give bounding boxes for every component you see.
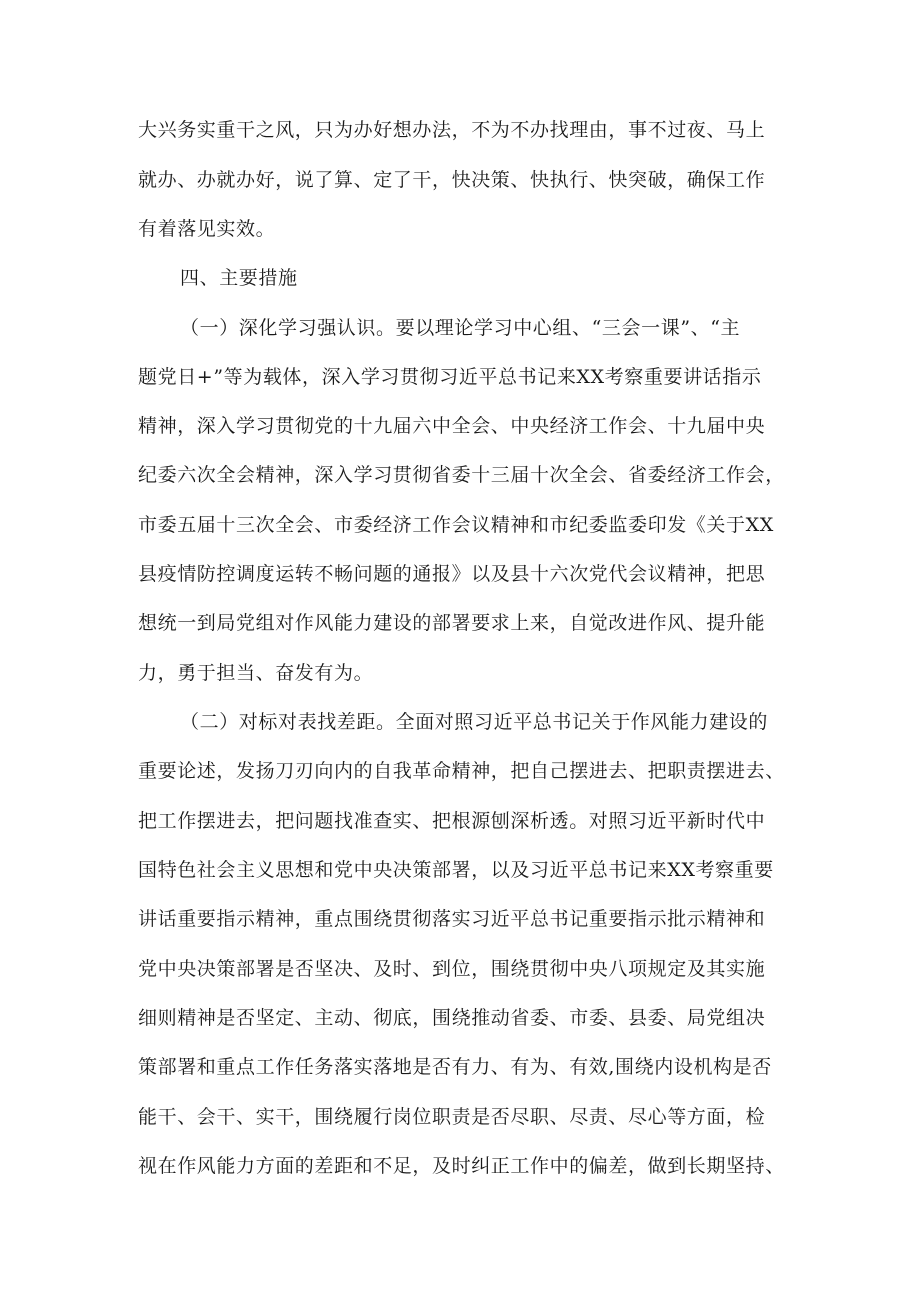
text-line: 市委五届十三次全会、市委经济工作会议精神和市纪委监委印发《关于XX	[138, 514, 774, 536]
text-line: 想统一到局党组对作风能力建设的部署要求上来，自觉改进作风、提升能	[138, 612, 766, 634]
text-line: 国特色社会主义思想和党中央决策部署，以及习近平总书记来XX考察重要	[138, 859, 774, 881]
text-line: 就办、办就办好，说了算、定了干，快决策、快执行、快突破，确保工作	[138, 169, 766, 191]
text-line: 策部署和重点工作任务落实落地是否有力、有为、有效,围绕内设机构是否	[138, 1056, 772, 1078]
paragraph-start: （二）对标对表找差距。全面对照习近平总书记关于作风能力建设的	[180, 711, 769, 733]
text-line: 有着落见实效。	[138, 218, 276, 240]
paragraph-start: （一）深化学习强认识。要以理论学习中心组、“三会一课”、“主	[180, 317, 741, 339]
text-line: 视在作风能力方面的差距和不足，及时纠正工作中的偏差，做到长期坚持、	[138, 1155, 785, 1177]
text-line: 讲话重要指示精神，重点围绕贯彻落实习近平总书记重要指示批示精神和	[138, 908, 766, 930]
text-line: 重要论述，发扬刀刃向内的自我革命精神，把自己摆进去、把职责摆进去、	[138, 760, 785, 782]
text-line: 力，勇于担当、奋发有为。	[138, 662, 374, 684]
text-line: 大兴务实重干之风，只为办好想办法，不为不办找理由，事不过夜、马上	[138, 119, 766, 141]
text-line: 题党日+”等为载体，深入学习贯彻习近平总书记来XX考察重要讲话指示	[138, 366, 762, 388]
text-line: 党中央决策部署是否坚决、及时、到位，围绕贯彻中央八项规定及其实施	[138, 958, 766, 980]
text-line: 纪委六次全会精神，深入学习贯彻省委十三届十次全会、省委经济工作会，	[138, 464, 785, 486]
text-line: 细则精神是否坚定、主动、彻底，围绕推动省委、市委、县委、局党组决	[138, 1007, 766, 1029]
text-line: 县疫情防控调度运转不畅问题的通报》以及县十六次党代会议精神，把思	[138, 563, 766, 585]
section-heading: 四、主要措施	[180, 267, 298, 289]
text-line: 能干、会干、实干，围绕履行岗位职责是否尽职、尽责、尽心等方面，检	[138, 1106, 766, 1128]
text-line: 精神，深入学习贯彻党的十九届六中全会、中央经济工作会、十九届中央	[138, 415, 766, 437]
text-line: 把工作摆进去，把问题找准查实、把根源刨深析透。对照习近平新时代中	[138, 810, 766, 832]
